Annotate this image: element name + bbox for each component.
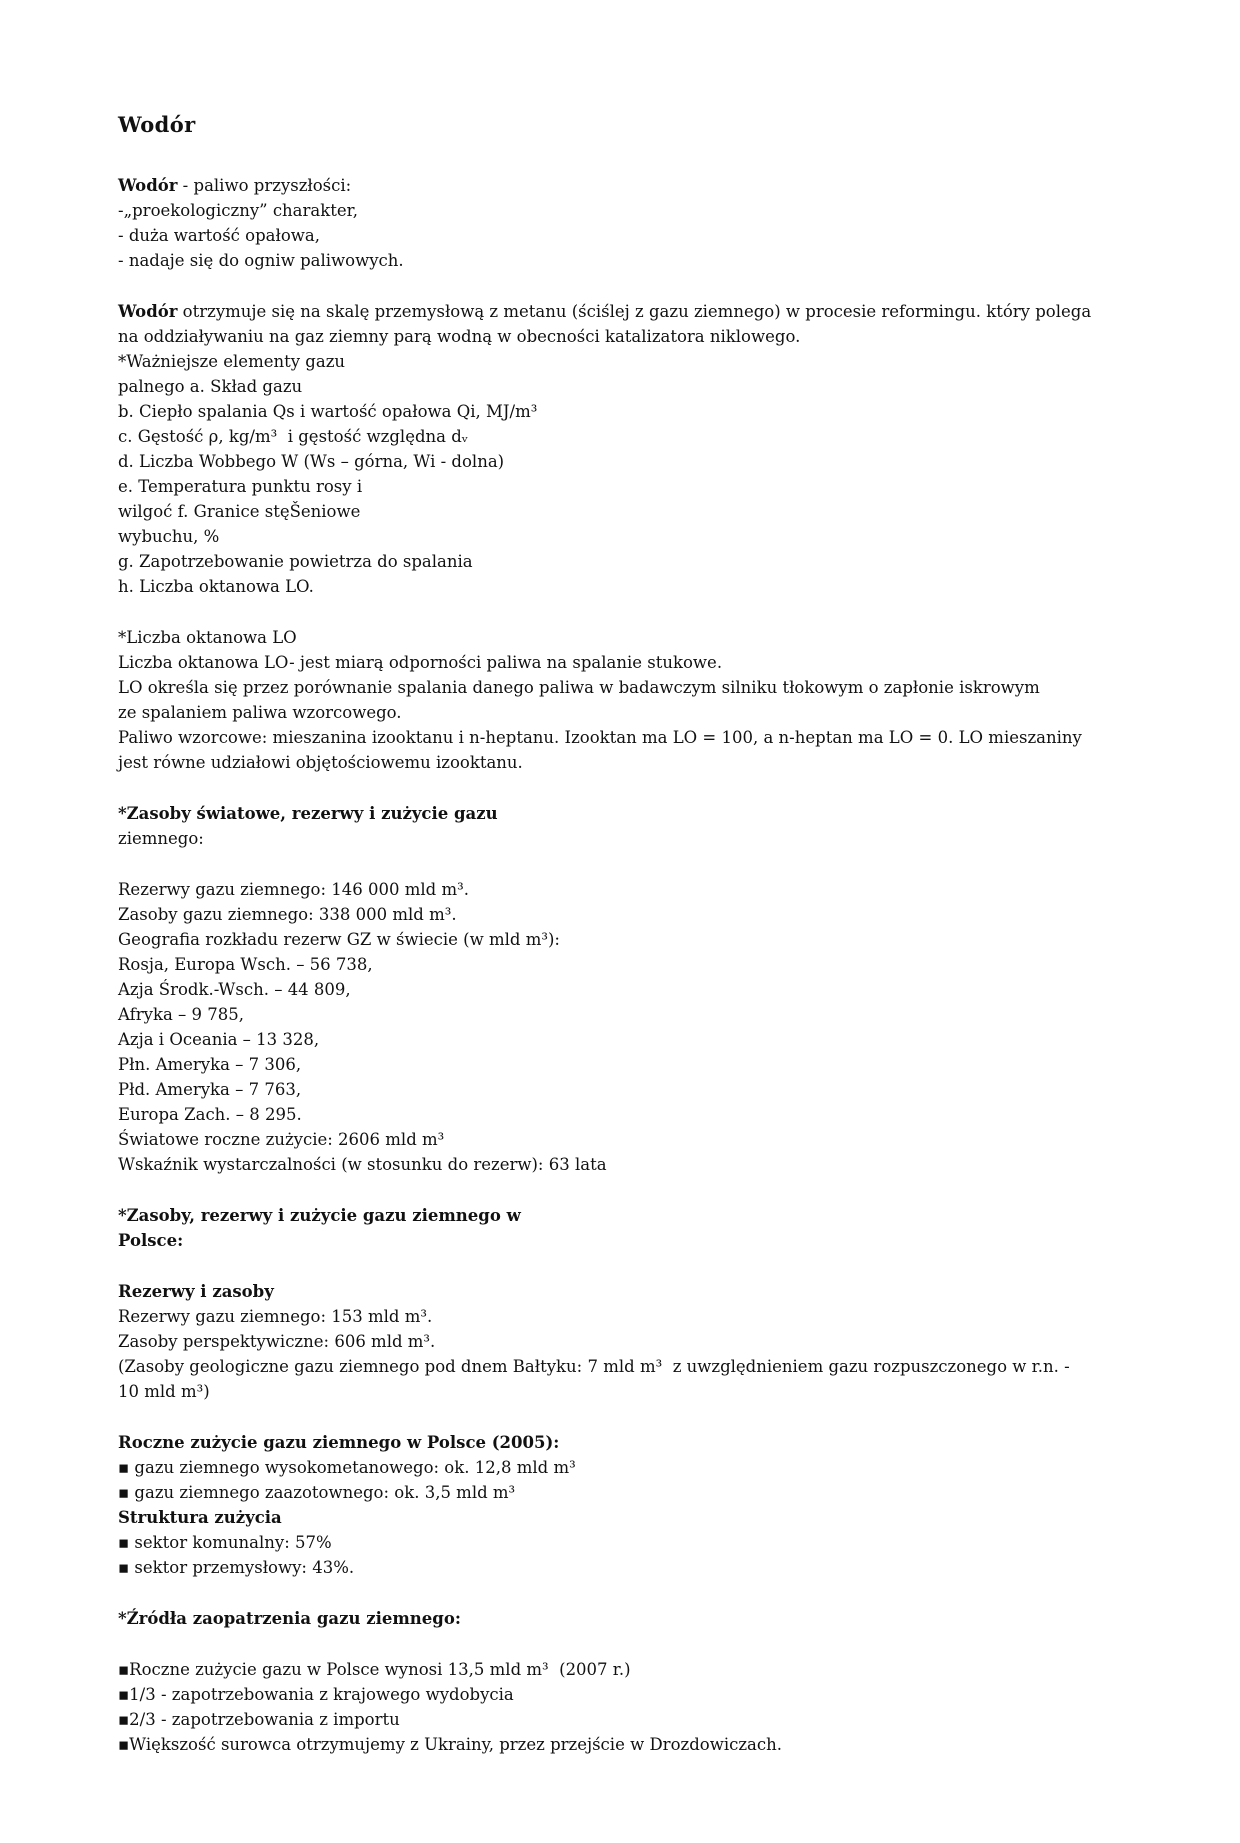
list-item: ▪ gazu ziemnego zaazotownego: ok. 3,5 mld m³ [118,1483,516,1502]
text-line: na oddziaływaniu na gaz ziemny parą wodną w obecności katalizatora niklowego. [118,327,801,346]
section-roczne-zuzycie-polska [118,1430,1112,1580]
lead-bold: Wodór [118,302,178,321]
list-item: ▪ sektor komunalny: 57% [118,1533,332,1552]
line-text: otrzymuje się na skalę przemysłową z metanu (ściślej z gazu ziemnego) w procesie reformingu. który polega [177,302,1092,321]
line-text: - paliwo przyszłości: [177,176,352,195]
section-dane-swiatowe [118,877,1112,1177]
section-rezerwy-zasoby-polska [118,1279,1112,1404]
text-line [118,299,1112,324]
text-line: LO określa się przez porównanie spalania danego paliwa w badawczym silniku tłokowym o zapłonie iskrowym [118,678,1040,697]
text-line: Liczba oktanowa LO- jest miarą odporności paliwa na spalanie stukowe. [118,653,723,672]
section-heading: *Zasoby, rezerwy i zużycie gazu ziemnego w [118,1206,521,1225]
text-line: b. Ciepło spalania Qs i wartość opałowa Qi, MJ/m³ [118,402,538,421]
list-item: ▪Roczne zużycie gazu w Polsce wynosi 13,5 mld m³ (2007 r.) [118,1660,631,1679]
section-zrodla-heading [118,1606,1112,1631]
text-line: Wskaźnik wystarczalności (w stosunku do rezerw): 63 lata [118,1155,607,1174]
section-zasoby-swiatowe-heading [118,801,1112,851]
text-line: g. Zapotrzebowanie powietrza do spalania [118,552,473,571]
text-line: - duża wartość opałowa, [118,226,320,245]
text-line: c. Gęstość ρ, kg/m³ i gęstość względna dᵥ [118,427,468,446]
text-line: h. Liczba oktanowa LO. [118,577,314,596]
text-line: wilgoć f. Granice stęŠeniowe [118,502,361,521]
text-line: *Liczba oktanowa LO [118,628,297,647]
text-line: Europa Zach. – 8 295. [118,1105,302,1124]
section-liczba-oktanowa [118,625,1112,775]
text-line: wybuchu, % [118,527,220,546]
text-line: -„proekologiczny” charakter, [118,201,358,220]
subsection-heading: Rezerwy i zasoby [118,1282,274,1301]
list-item: ▪2/3 - zapotrzebowania z importu [118,1710,400,1729]
text-line: Zasoby gazu ziemnego: 338 000 mld m³. [118,905,457,924]
list-item: ▪Większość surowca otrzymujemy z Ukrainy, przez przejście w Drozdowiczach. [118,1735,782,1754]
section-zrodla-lista [118,1657,1112,1757]
text-line: Płd. Ameryka – 7 763, [118,1080,302,1099]
text-line [118,173,1112,198]
text-line: Zasoby perspektywiczne: 606 mld m³. [118,1332,436,1351]
section-zasoby-polska-heading [118,1203,1112,1253]
text-line: e. Temperatura punktu rosy i [118,477,363,496]
list-item: ▪1/3 - zapotrzebowania z krajowego wydobycia [118,1685,514,1704]
text-line: palnego a. Skład gazu [118,377,303,396]
text-line: Rezerwy gazu ziemnego: 146 000 mld m³. [118,880,469,899]
section-otrzymywanie [118,299,1112,599]
text-line: Azja i Oceania – 13 328, [118,1030,320,1049]
text-line: jest równe udziałowi objętościowemu izooktanu. [118,753,523,772]
subsection-heading: Roczne zużycie gazu ziemnego w Polsce (2005): [118,1433,560,1452]
list-item: ▪ sektor przemysłowy: 43%. [118,1558,355,1577]
text-line: *Ważniejsze elementy gazu [118,352,346,371]
text-line: Rosja, Europa Wsch. – 56 738, [118,955,373,974]
text-line: (Zasoby geologiczne gazu ziemnego pod dnem Bałtyku: 7 mld m³ z uwzględnieniem gazu rozpuszczonego w r.n. - [118,1357,1070,1376]
text-line: d. Liczba Wobbego W (Ws – górna, Wi - dolna) [118,452,505,471]
text-line: Płn. Ameryka – 7 306, [118,1055,302,1074]
text-line: Azja Środk.-Wsch. – 44 809, [118,980,351,999]
text-line: Rezerwy gazu ziemnego: 153 mld m³. [118,1307,433,1326]
text-line: - nadaje się do ogniw paliwowych. [118,251,404,270]
text-line: Afryka – 9 785, [118,1005,244,1024]
text-line: ze spalaniem paliwa wzorcowego. [118,703,402,722]
text-line: Paliwo wzorcowe: mieszanina izooktanu i n-heptanu. Izooktan ma LO = 100, a n-heptan ma LO = 0. LO mieszaniny [118,728,1082,747]
section-heading: *Zasoby światowe, rezerwy i zużycie gazu [118,804,498,823]
lead-bold: Wodór [118,176,178,195]
subsection-heading: Struktura zużycia [118,1508,282,1527]
section-heading-cont: Polsce: [118,1231,184,1250]
text-line: Światowe roczne zużycie: 2606 mld m³ [118,1130,445,1149]
text-line: 10 mld m³) [118,1382,210,1401]
text-line: Geografia rozkładu rezerw GZ w świecie (w mld m³): [118,930,560,949]
text-line: ziemnego: [118,829,204,848]
page-title: Wodór [118,112,196,137]
section-heading: *Źródła zaopatrzenia gazu ziemnego: [118,1609,461,1628]
section-intro [118,173,1112,273]
list-item: ▪ gazu ziemnego wysokometanowego: ok. 12,8 mld m³ [118,1458,576,1477]
